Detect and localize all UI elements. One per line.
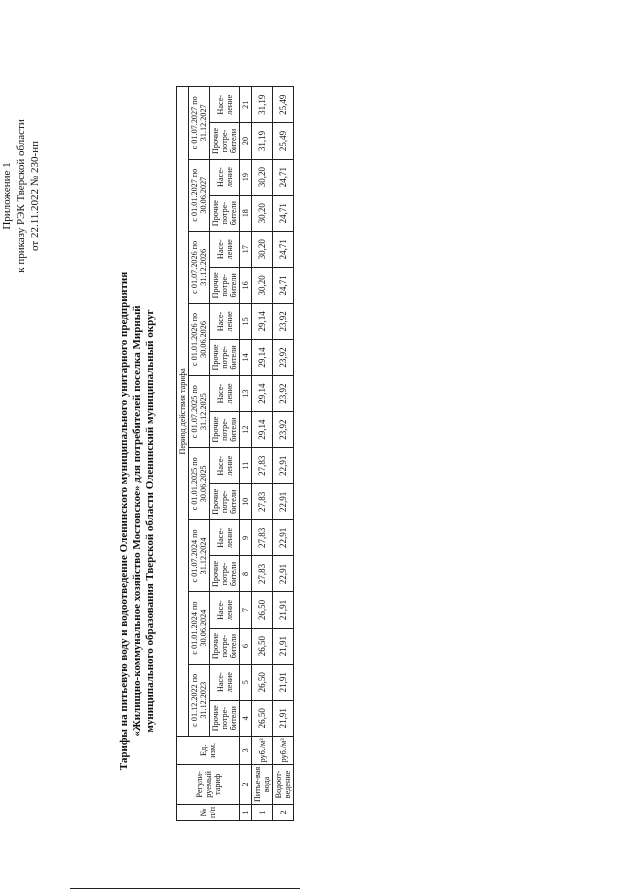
tariff-value: 25,49 [273,87,294,123]
column-number: 11 [240,448,252,484]
tariff-value: 22,91 [273,448,294,484]
tariff-value: 29,14 [252,412,273,448]
row-unit: руб./м³ [252,736,273,764]
period-header: с 01.01.2027 по 30.06.2027 [189,159,210,231]
tariff-value: 24,71 [273,159,294,195]
period-header: с 01.07.2025 по 31.12.2025 [189,376,210,448]
subheader-population: Насе-ление [210,159,240,195]
header-unit: Ед. изм. [177,736,240,764]
subheader-other: Прочие потре-бители [210,123,240,159]
tariff-value: 26,50 [252,592,273,628]
tariff-value: 31,19 [252,123,273,159]
tariff-value: 29,14 [252,303,273,339]
period-header: с 01.01.2025 по 30.06.2025 [189,448,210,520]
header-tariff: Регули-руемый тариф [177,764,240,804]
tariff-value: 21,91 [273,700,294,736]
tariff-value: 30,20 [252,195,273,231]
subheader-other: Прочие потре-бители [210,412,240,448]
table-row [252,87,273,821]
subheader-population: Насе-ление [210,376,240,412]
period-header: с 01.07.2026 по 31.12.2026 [189,231,210,303]
period-header: с 01.01.2024 по 30.06.2024 [189,592,210,664]
appendix-line: от 22.11.2022 № 230-нп [29,141,41,251]
tariff-value: 27,83 [252,556,273,592]
column-number: 3 [240,736,252,764]
appendix-line: к приказу РЭК Тверской области [15,119,27,273]
table-row [273,87,294,821]
tariff-value: 27,83 [252,484,273,520]
column-number: 21 [240,87,252,123]
column-number: 14 [240,339,252,375]
title-line: «Жилищно-коммунальное хозяйство Мостовское» для потребителей поселка Мирный [131,305,143,737]
column-number: 10 [240,484,252,520]
subheader-population: Насе-ление [210,520,240,556]
column-number: 7 [240,592,252,628]
tariff-table [176,86,294,821]
subheader-population: Насе-ление [210,448,240,484]
column-number: 2 [240,764,252,804]
tariff-value: 22,91 [273,520,294,556]
row-tariff-name: Питье-вая вода [252,764,273,804]
column-number: 20 [240,123,252,159]
column-number: 17 [240,231,252,267]
tariff-value: 24,71 [273,195,294,231]
column-number: 9 [240,520,252,556]
tariff-value: 23,92 [273,339,294,375]
column-number: 5 [240,664,252,700]
tariff-value: 22,91 [273,484,294,520]
subheader-other: Прочие потре-бители [210,484,240,520]
period-row [189,87,210,821]
subheader-other: Прочие потре-бители [210,195,240,231]
title-line: Тарифы на питьевую воду и водоотведение Оленинского муниципального унитарного предприятия [118,271,130,771]
subheader-other: Прочие потре-бители [210,267,240,303]
column-number: 1 [240,804,252,820]
period-header: с 01.12.2022 по 31.12.2023 [189,664,210,736]
subheader-other: Прочие потре-бители [210,339,240,375]
row-number: 2 [273,804,294,820]
column-number-row [240,87,252,821]
tariff-value: 29,14 [252,339,273,375]
column-number: 18 [240,195,252,231]
tariff-value: 23,92 [273,376,294,412]
tariff-value: 21,91 [273,592,294,628]
period-header: с 01.01.2026 по 30.06.2026 [189,303,210,375]
column-number: 6 [240,628,252,664]
document-title [118,221,157,821]
column-number: 12 [240,412,252,448]
column-number: 16 [240,267,252,303]
period-header: с 01.07.2024 по 31.12.2024 [189,520,210,592]
row-unit: руб./м³ [273,736,294,764]
subheader-population: Насе-ление [210,664,240,700]
row-tariff-name: Водоот-ведение [273,764,294,804]
column-number: 15 [240,303,252,339]
tariff-value: 21,91 [273,628,294,664]
table-body [252,87,294,821]
column-number: 4 [240,700,252,736]
header-period: Период действия тарифа [177,87,189,737]
appendix-note [0,6,42,386]
subheader-other: Прочие потре-бители [210,556,240,592]
tariff-value: 21,91 [273,664,294,700]
tariff-value: 25,49 [273,123,294,159]
tariff-value: 31,19 [252,87,273,123]
tariff-value: 23,92 [273,303,294,339]
tariff-value: 30,20 [252,231,273,267]
tariff-value: 26,50 [252,700,273,736]
subheader-population: Насе-ление [210,231,240,267]
column-number: 19 [240,159,252,195]
appendix-line: Приложение 1 [1,162,13,230]
tariff-value: 27,83 [252,448,273,484]
column-number: 13 [240,376,252,412]
subheader-other: Прочие потре-бители [210,700,240,736]
tariff-value: 23,92 [273,412,294,448]
tariff-value: 27,83 [252,520,273,556]
footnote-rule [70,888,300,889]
tariff-value: 24,71 [273,267,294,303]
subheader-row [210,87,240,821]
row-number: 1 [252,804,273,820]
subheader-population: Насе-ление [210,87,240,123]
tariff-value: 22,91 [273,556,294,592]
subheader-population: Насе-ление [210,303,240,339]
tariff-value: 30,20 [252,267,273,303]
title-line: муниципального образования Тверской области Оленинский муниципальный округ [144,309,156,733]
tariff-value: 30,20 [252,159,273,195]
period-header: с 01.07.2027 по 31.12.2027 [189,87,210,160]
subheader-other: Прочие потре-бители [210,628,240,664]
tariff-value: 26,50 [252,664,273,700]
header-no: № п/п [177,804,240,820]
column-number: 8 [240,556,252,592]
tariff-value: 24,71 [273,231,294,267]
tariff-value: 29,14 [252,376,273,412]
subheader-population: Насе-ление [210,592,240,628]
tariff-value: 26,50 [252,628,273,664]
